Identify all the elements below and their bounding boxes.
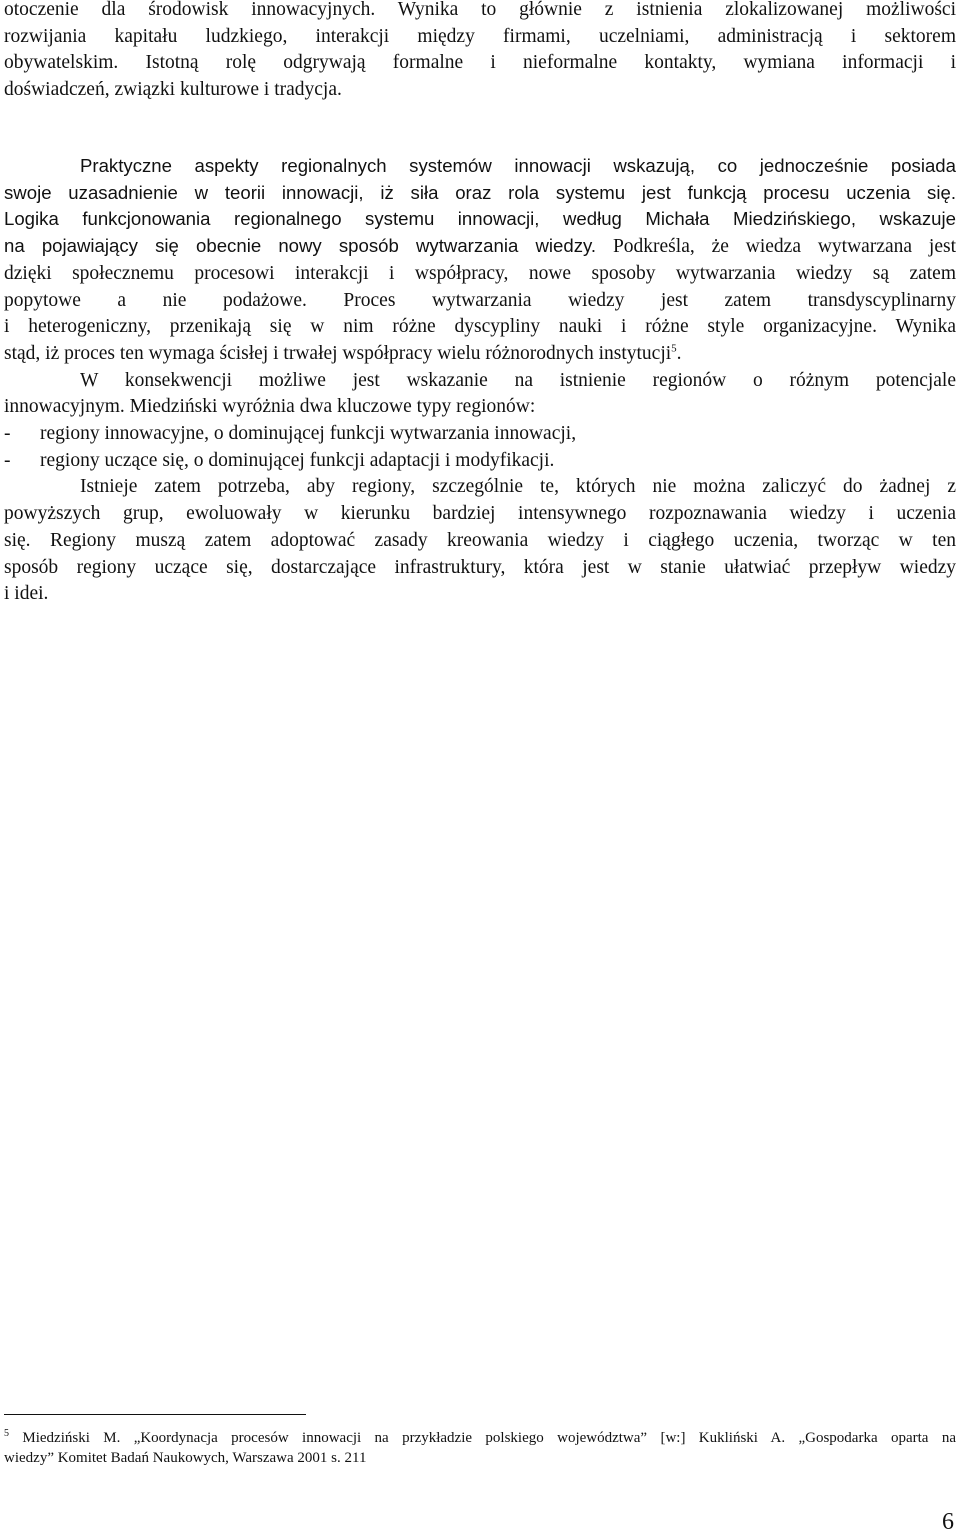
paragraph-5-line: się. Regiony muszą zatem adoptować zasady kreowania wiedzy i ciągłego uczenia, tworząc w ten [4, 529, 956, 551]
paragraph-4-line: innowacyjnym. Miedziński wyróżnia dwa kluczowe typy regionów: [4, 396, 536, 418]
paragraph-2-line-serif: Podkreśla, że wiedza wytwarzana jest [596, 236, 956, 258]
footnote-reference[interactable]: 5 [671, 342, 677, 355]
paragraph-2 [4, 153, 956, 233]
list-bullet: - [4, 449, 11, 471]
footnote-separator [4, 1414, 306, 1415]
list-item-text: regiony innowacyjne, o dominującej funkcji wytwarzania innowacji, [40, 423, 577, 445]
paragraph-5-line: i idei. [4, 583, 49, 605]
paragraph-5-line: powyższych grup, ewoluowały w kierunku bardziej intensywnego rozpoznawania wiedzy i uczenia [4, 503, 956, 525]
page-number: 6 [942, 1509, 954, 1535]
footnote-line [4, 1428, 956, 1448]
paragraph-2-line: Logika funkcjonowania regionalnego systemu innowacji, według Michała Miedzińskiego, wskazuje [4, 208, 956, 230]
paragraph-3-line: i heterogeniczny, przenikają się w nim różne dyscypliny nauki i różne style organizacyjne. Wynika [4, 316, 956, 338]
text-block-top [4, 0, 956, 104]
footnote-text: Miedziński M. „Koordynacja procesów innowacji na przykładzie polskiego województwa” [w:] Kukliński A. „Gospodarka oparta na [9, 1430, 956, 1446]
footnote-number: 5 [4, 1428, 9, 1439]
paragraph-1-line: rozwijania kapitału ludzkiego, interakcji między firmami, uczelniami, administracją i sektorem [4, 25, 956, 47]
text-block-main [4, 153, 956, 608]
paragraph-1-line: obywatelskim. Istotną rolę odgrywają formalne i nieformalne kontakty, wymiana informacji i [4, 52, 956, 74]
paragraph-2-line-sans: na pojawiający się obecnie nowy sposób wytwarzania wiedzy. [4, 235, 597, 257]
footnote-line: wiedzy” Komitet Badań Naukowych, Warszawa 2001 s. 211 [4, 1450, 367, 1466]
paragraph-3-line: dzięki społecznemu procesowi interakcji i współpracy, nowe sposoby wytwarzania wiedzy są zatem [4, 262, 956, 284]
paragraph-3-last-line [4, 341, 956, 368]
paragraph-2-line: Praktyczne aspekty regionalnych systemów innowacji wskazują, co jednocześnie posiada [80, 155, 956, 176]
paragraph-3-line: popytowe a nie podażowe. Proces wytwarzania wiedzy jest zatem transdyscyplinarny [4, 289, 956, 311]
paragraph-2-mixed-line [4, 233, 956, 261]
list-item-text: regiony uczące się, o dominującej funkcji adaptacji i modyfikacji. [40, 449, 555, 471]
sentence-end: . [676, 342, 682, 364]
list-item [4, 421, 956, 448]
paragraph-2-line: swoje uzasadnienie w teorii innowacji, iż siła oraz rola systemu jest funkcją procesu uczenia się. [4, 181, 956, 203]
paragraph-5-line: sposób regiony uczące się, dostarczające infrastruktury, która jest w stanie ułatwiać przepływ wiedzy [4, 556, 956, 578]
paragraph-5-line: Istnieje zatem potrzeba, aby regiony, szczególnie te, których nie można zaliczyć do żadnej z [80, 476, 956, 498]
paragraph-1-line: otoczenie dla środowisk innowacyjnych. Wynika to głównie z istnienia zlokalizowanej możliwości [4, 0, 956, 20]
list-bullet: - [4, 423, 11, 445]
paragraph-4-line: W konsekwencji możliwe jest wskazanie na istnienie regionów o różnym potencjale [80, 369, 956, 391]
paragraph-1-line: doświadczeń, związki kulturowe i tradycja. [4, 79, 342, 101]
list-item [4, 448, 956, 475]
footnote [4, 1428, 956, 1468]
paragraph-3-line: stąd, iż proces ten wymaga ścisłej i trwałej współpracy wielu różnorodnych instytucji [4, 342, 672, 364]
